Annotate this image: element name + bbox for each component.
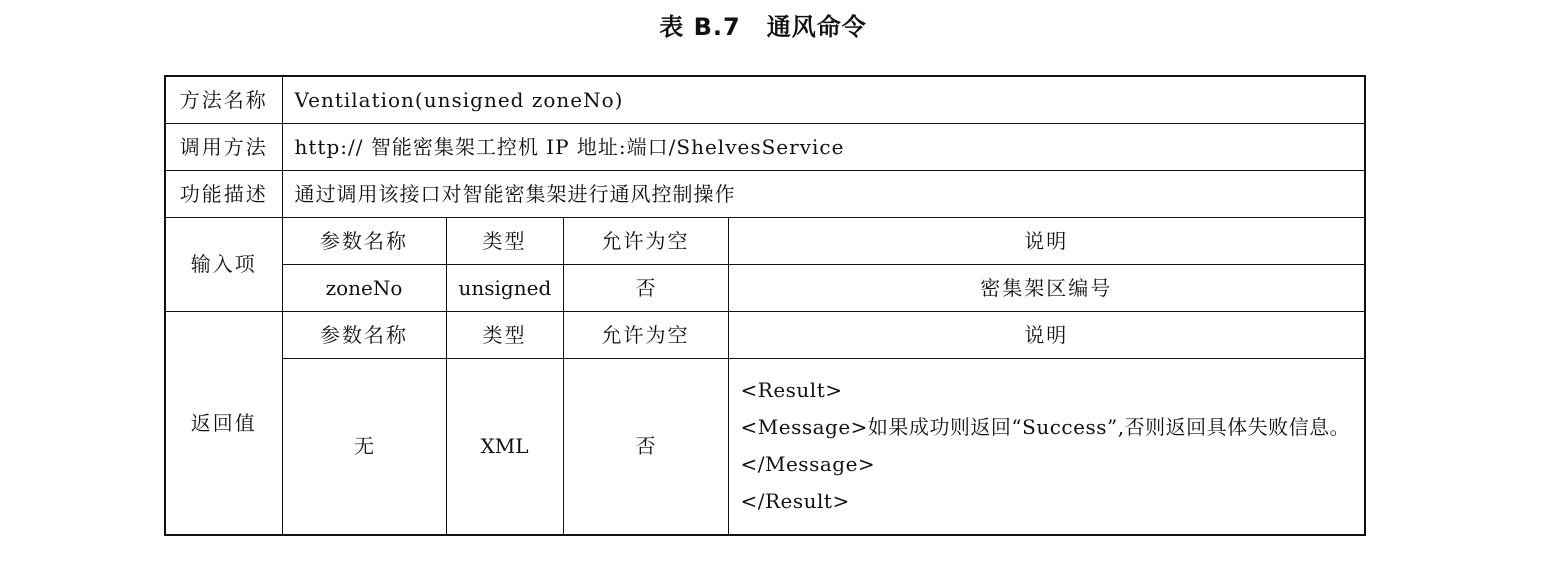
table-row [165, 264, 1365, 311]
table-row [165, 170, 1365, 217]
interface-spec-table [164, 75, 1366, 536]
function-desc-label: 功能描述 [165, 170, 282, 217]
return-col-nullable: 允许为空 [563, 311, 728, 358]
return-xml-line: </Result> [740, 489, 850, 514]
return-nullable: 否 [563, 358, 728, 535]
call-method-label: 调用方法 [165, 123, 282, 170]
input-description: 密集架区编号 [728, 264, 1365, 311]
input-param-name: zoneNo [282, 264, 446, 311]
return-xml-line: <Result> [740, 378, 843, 403]
return-description [728, 358, 1365, 535]
input-nullable: 否 [563, 264, 728, 311]
input-col-type: 类型 [446, 217, 563, 264]
table-number: 表 B.7 [659, 13, 741, 41]
return-label: 返回值 [165, 311, 282, 535]
function-desc-value: 通过调用该接口对智能密集架进行通风控制操作 [282, 170, 1365, 217]
method-name-value: Ventilation(unsigned zoneNo) [282, 76, 1365, 123]
return-param-name: 无 [282, 358, 446, 535]
return-col-description: 说明 [728, 311, 1365, 358]
call-method-value: http:// 智能密集架工控机 IP 地址:端口/ShelvesService [282, 123, 1365, 170]
table-row [165, 76, 1365, 123]
input-col-description: 说明 [728, 217, 1365, 264]
return-xml-line: <Message>如果成功则返回“Success”,否则返回具体失败信息。</Message> [740, 415, 1351, 477]
method-name-label: 方法名称 [165, 76, 282, 123]
table-row [165, 311, 1365, 358]
table-title: 通风命令 [766, 13, 867, 41]
input-col-param-name: 参数名称 [282, 217, 446, 264]
input-col-nullable: 允许为空 [563, 217, 728, 264]
return-col-param-name: 参数名称 [282, 311, 446, 358]
input-type: unsigned [446, 264, 563, 311]
table-caption [0, 10, 1526, 44]
input-label: 输入项 [165, 217, 282, 311]
return-col-type: 类型 [446, 311, 563, 358]
return-type: XML [446, 358, 563, 535]
table-row [165, 358, 1365, 535]
table-row [165, 123, 1365, 170]
table-row [165, 217, 1365, 264]
